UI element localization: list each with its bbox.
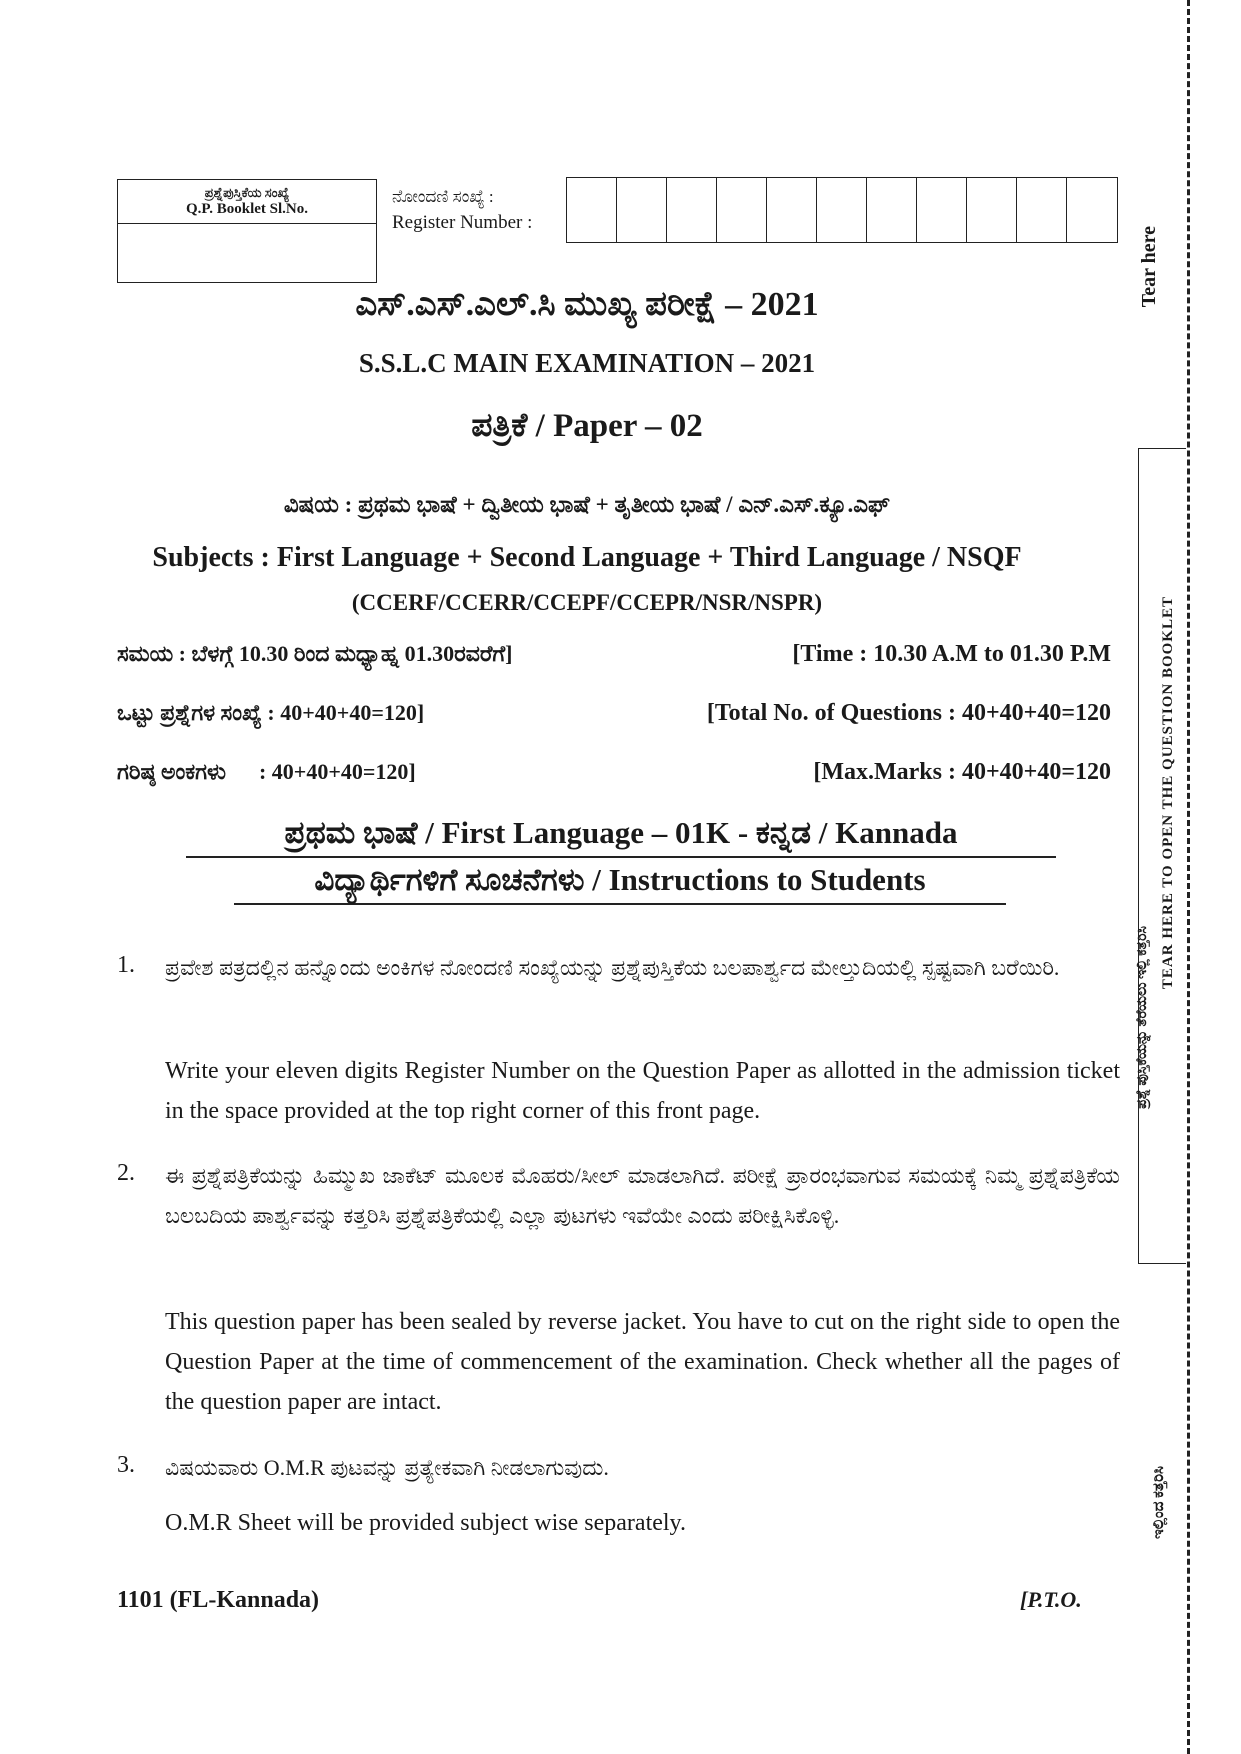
subject-codes: (CCERF/CCERR/CCEPF/CCEPR/NSR/NSPR): [351, 590, 823, 615]
instruction-3-en: O.M.R Sheet will be provided subject wise separately.: [165, 1510, 686, 1536]
register-digit-cell[interactable]: [717, 178, 767, 242]
register-digit-cell[interactable]: [567, 178, 617, 242]
reg-label-kn: ನೋಂದಣಿ ಸಂಖ್ಯೆ :: [392, 187, 494, 206]
qp-booklet-number-field[interactable]: [118, 224, 376, 282]
qp-booklet-label: [118, 180, 376, 224]
qp-label-kn: ಪ್ರಶ್ನೆಪುಸ್ತಿಕೆಯ ಸಂಖ್ಯೆ: [204, 185, 290, 200]
qp-booklet-box: [117, 179, 377, 283]
reg-label-en: Register Number :: [392, 212, 533, 233]
register-digit-cell[interactable]: [1067, 178, 1117, 242]
pto-label: [P.T.O.: [1020, 1587, 1082, 1612]
register-number-grid: [566, 177, 1118, 243]
register-digit-cell[interactable]: [1017, 178, 1067, 242]
questions-en: [Total No. of Questions : 40+40+40=120: [706, 700, 1111, 726]
register-digit-cell[interactable]: [667, 178, 717, 242]
instruction-3-kn: ವಿಷಯವಾರು O.M.R ಪುಟವನ್ನು ಪ್ರತ್ಯೇಕವಾಗಿ ನೀಡಲಾಗುವುದು.: [165, 1455, 609, 1480]
instruction-2-number: 2.: [117, 1160, 135, 1186]
time-row: [117, 641, 1111, 668]
paper-number: ಪತ್ರಿಕೆ / Paper – 02: [471, 408, 703, 444]
tear-here-label: Tear here: [1138, 226, 1160, 308]
subjects-en: Subjects : First Language + Second Language + Third Language / NSQF: [152, 542, 1022, 573]
time-en: [Time : 10.30 A.M to 01.30 P.M: [792, 641, 1111, 667]
language-heading: ಪ್ರಥಮ ಭಾಷೆ / First Language – 01K - ಕನ್ನಡ / Kannada: [186, 815, 1056, 858]
instruction-3-number: 3.: [117, 1452, 135, 1478]
cut-here-kn: ಇಲ್ಲಿಂದ ಕತ್ತರಿಸಿ: [1151, 1466, 1167, 1540]
instruction-2-kn: ಈ ಪ್ರಶ್ನೆಪತ್ರಿಕೆಯನ್ನು ಹಿಮ್ಮುಖ ಜಾಕೆಟ್ ಮೂಲಕ ಮೊಹರು/ಸೀಲ್ ಮಾಡಲಾಗಿದೆ. ಪರೀಕ್ಷೆ ಪ್ರಾರಂಭವಾಗುವ ಸಮಯಕ್ಕೆ ನಿಮ್ಮ ಪ್ರಶ್ನೆಪತ್ರಿಕೆಯ ಬಲಬದಿಯ ಪಾರ್ಶ್ವವನ್ನು ಕತ್ತರಿಸಿ ಪ್ರಶ್ನೆಪತ್ರಿಕೆಯಲ್ಲಿ ಎಲ್ಲಾ ಪುಟಗಳು ಇವೆಯೇ ಎಂದು ಪರೀಕ್ಷಿಸಿಕೊಳ್ಳಿ.: [165, 1163, 1120, 1228]
instruction-1-kn: ಪ್ರವೇಶ ಪತ್ರದಲ್ಲಿನ ಹನ್ನೊಂದು ಅಂಕಿಗಳ ನೋಂದಣಿ ಸಂಖ್ಯೆಯನ್ನು ಪ್ರಶ್ನೆಪುಸ್ತಿಕೆಯ ಬಲಪಾರ್ಶ್ವದ ಮೇಲ್ತುದಿಯಲ್ಲಿ ಸ್ಪಷ್ಟವಾಗಿ ಬರೆಯಿರಿ.: [165, 955, 1060, 980]
register-digit-cell[interactable]: [917, 178, 967, 242]
tear-instruction-en: TEAR HERE TO OPEN THE QUESTION BOOKLET: [1160, 596, 1176, 990]
instructions-heading: ವಿದ್ಯಾರ್ಥಿಗಳಿಗೆ ಸೂಚನೆಗಳು / Instructions to Students: [234, 862, 1006, 905]
marks-en: [Max.Marks : 40+40+40=120: [813, 759, 1111, 785]
register-digit-cell[interactable]: [767, 178, 817, 242]
questions-kn: ಒಟ್ಟು ಪ್ರಶ್ನೆಗಳ ಸಂಖ್ಯೆ : 40+40+40=120]: [117, 700, 425, 725]
qp-label-en: Q.P. Booklet Sl.No.: [186, 201, 308, 217]
register-number-label: [392, 184, 532, 236]
instruction-1-en: Write your eleven digits Register Number on the Question Paper as allotted in the admission ticket in the space provided at the top right corner of this front page.: [165, 1058, 1120, 1124]
exam-title-kn: ಎಸ್.ಎಸ್.ಎಲ್.ಸಿ ಮುಖ್ಯ ಪರೀಕ್ಷೆ – 2021: [355, 286, 819, 323]
paper-code: 1101 (FL-Kannada): [117, 1587, 320, 1613]
tear-instruction-kn: ಪ್ರಶ್ನೆ ಪುಸ್ತಿಕೆಯನ್ನು ತೆರೆಯಲು ಇಲ್ಲಿ ಕತ್ತರಿಸಿ: [1135, 926, 1150, 1109]
instruction-1-number: 1.: [117, 952, 135, 978]
register-digit-cell[interactable]: [867, 178, 917, 242]
time-kn: ಸಮಯ : ಬೆಳಗ್ಗೆ 10.30 ರಿಂದ ಮಧ್ಯಾಹ್ನ 01.30ರವರೆಗೆ]: [117, 641, 513, 666]
exam-title-en: S.S.L.C MAIN EXAMINATION – 2021: [358, 348, 816, 378]
register-digit-cell[interactable]: [817, 178, 867, 242]
marks-kn: ಗರಿಷ್ಠ ಅಂಕಗಳು : 40+40+40=120]: [117, 759, 416, 784]
register-digit-cell[interactable]: [967, 178, 1017, 242]
subjects-kn: ವಿಷಯ : ಪ್ರಥಮ ಭಾಷೆ + ದ್ವಿತೀಯ ಭಾಷೆ + ತೃತೀಯ ಭಾಷೆ / ಎನ್.ಎಸ್.ಕ್ಯೂ.ಎಫ್: [283, 492, 891, 517]
register-digit-cell[interactable]: [617, 178, 667, 242]
tear-line[interactable]: [1187, 0, 1190, 1754]
marks-row: [117, 759, 1111, 786]
questions-row: [117, 700, 1111, 727]
instruction-2-en: This question paper has been sealed by reverse jacket. You have to cut on the right side to open the Question Paper at the time of commencement of the examination. Check whether all the pages of the question paper are intact.: [165, 1309, 1120, 1415]
